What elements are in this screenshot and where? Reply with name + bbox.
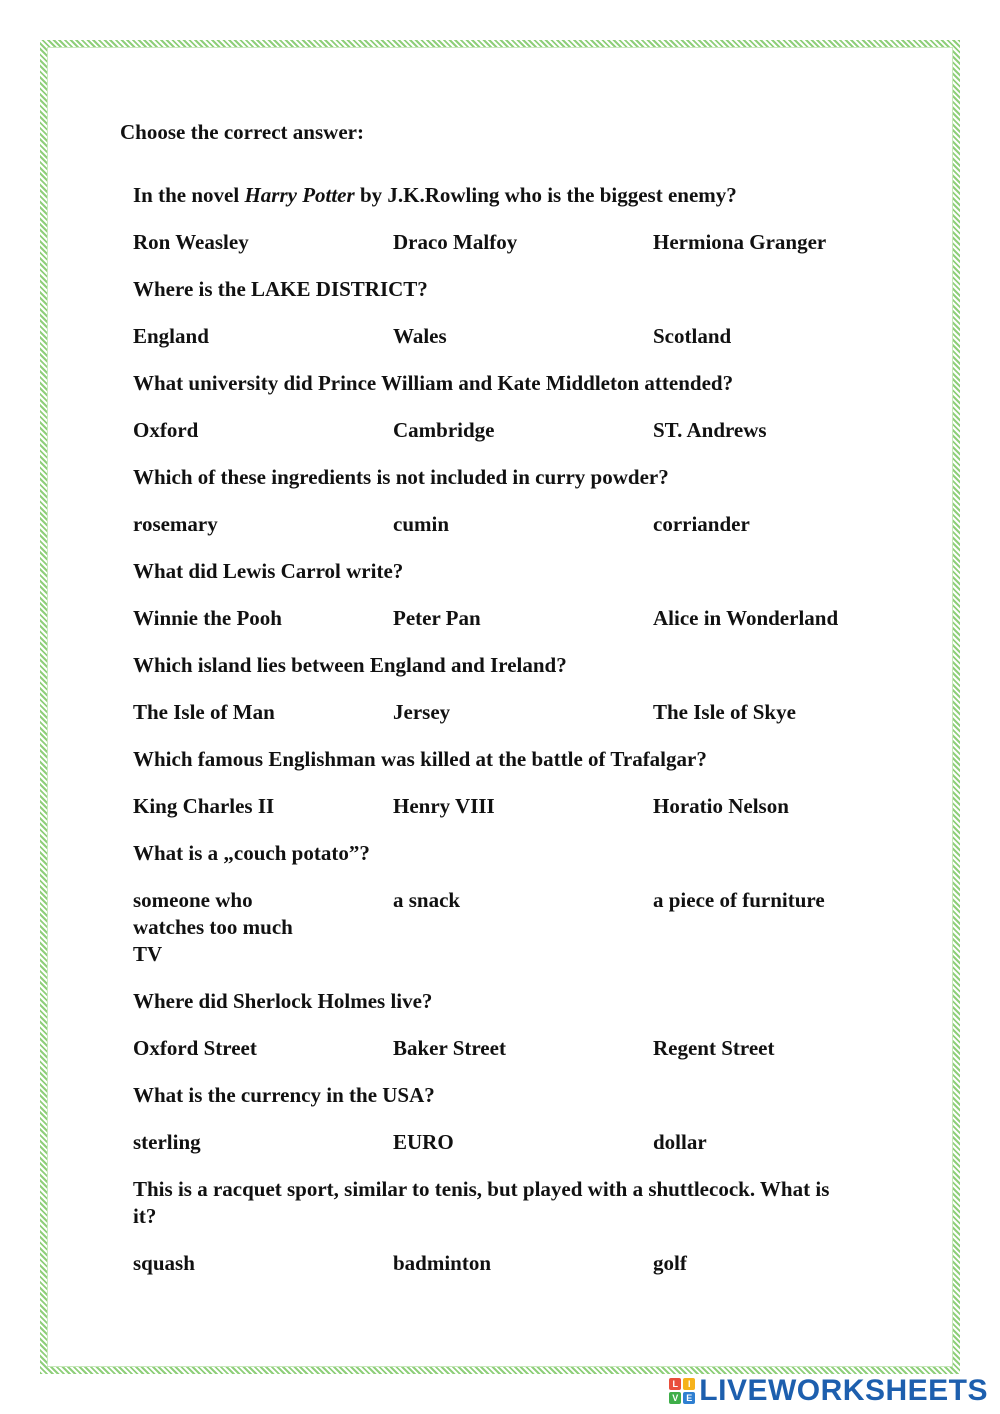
option-9b[interactable]: Baker Street — [393, 1036, 506, 1060]
option-6a[interactable]: The Isle of Man — [133, 700, 275, 724]
options-2 — [133, 323, 893, 350]
question-5: What did Lewis Carrol write? — [133, 559, 404, 583]
options-3 — [133, 417, 893, 444]
option-8a[interactable]: someone who watches too much TV — [133, 888, 293, 966]
option-11c[interactable]: golf — [653, 1251, 687, 1275]
option-9c[interactable]: Regent Street — [653, 1036, 775, 1060]
option-1a[interactable]: Ron Weasley — [133, 230, 249, 254]
option-10b[interactable]: EURO — [393, 1130, 454, 1154]
question-1: In the novel Harry Potter by J.K.Rowling who is the biggest enemy? — [133, 183, 737, 207]
logo-tile-l: L — [669, 1378, 681, 1390]
option-5a[interactable]: Winnie the Pooh — [133, 606, 282, 630]
question-10: What is the currency in the USA? — [133, 1083, 435, 1107]
options-5 — [133, 605, 893, 632]
logo-tile-e: E — [683, 1392, 695, 1404]
option-10a[interactable]: sterling — [133, 1130, 201, 1154]
question-6: Which island lies between England and Ireland? — [133, 653, 567, 677]
question-2: Where is the LAKE DISTRICT? — [133, 277, 428, 301]
option-1c[interactable]: Hermiona Granger — [653, 230, 827, 254]
option-4a[interactable]: rosemary — [133, 512, 218, 536]
options-10 — [133, 1129, 893, 1156]
instruction-heading: Choose the correct answer: — [120, 120, 364, 144]
question-11: This is a racquet sport, similar to tenis, but played with a shuttlecock. What is it? — [133, 1177, 830, 1228]
option-3a[interactable]: Oxford — [133, 418, 199, 442]
option-7b[interactable]: Henry VIII — [393, 794, 495, 818]
option-5b[interactable]: Peter Pan — [393, 606, 481, 630]
question-7: Which famous Englishman was killed at the battle of Trafalgar? — [133, 747, 707, 771]
options-7 — [133, 793, 893, 820]
option-6c[interactable]: The Isle of Skye — [653, 700, 796, 724]
options-6 — [133, 699, 893, 726]
option-3c[interactable]: ST. Andrews — [653, 418, 767, 442]
option-11b[interactable]: badminton — [393, 1251, 492, 1275]
liveworksheets-brand — [669, 1374, 988, 1408]
option-2a[interactable]: England — [133, 324, 209, 348]
options-11 — [133, 1250, 893, 1277]
option-9a[interactable]: Oxford Street — [133, 1036, 257, 1060]
question-8: What is a „couch potato”? — [133, 841, 370, 865]
option-8c[interactable]: a piece of furniture — [653, 888, 825, 912]
option-4b[interactable]: cumin — [393, 512, 450, 536]
option-11a[interactable]: squash — [133, 1251, 195, 1275]
options-1 — [133, 229, 893, 256]
option-3b[interactable]: Cambridge — [393, 418, 495, 442]
option-6b[interactable]: Jersey — [393, 700, 451, 724]
option-1b[interactable]: Draco Malfoy — [393, 230, 518, 254]
option-4c[interactable]: corriander — [653, 512, 750, 536]
options-9 — [133, 1035, 893, 1062]
options-8 — [133, 887, 893, 968]
option-10c[interactable]: dollar — [653, 1130, 707, 1154]
option-7c[interactable]: Horatio Nelson — [653, 794, 789, 818]
option-2b[interactable]: Wales — [393, 324, 447, 348]
question-3: What university did Prince William and Kate Middleton attended? — [133, 371, 734, 395]
option-2c[interactable]: Scotland — [653, 324, 732, 348]
quiz-list — [133, 182, 893, 1297]
option-8b[interactable]: a snack — [393, 888, 461, 912]
options-4 — [133, 511, 893, 538]
question-9: Where did Sherlock Holmes live? — [133, 989, 433, 1013]
option-7a[interactable]: King Charles II — [133, 794, 275, 818]
question-4: Which of these ingredients is not included in curry powder? — [133, 465, 669, 489]
logo-tile-i: I — [683, 1378, 695, 1390]
option-5c[interactable]: Alice in Wonderland — [653, 606, 839, 630]
logo-tile-v: V — [669, 1392, 681, 1404]
liveworksheets-logo-icon — [669, 1378, 695, 1404]
brand-wordmark: LIVEWORKSHEETS — [699, 1374, 988, 1407]
